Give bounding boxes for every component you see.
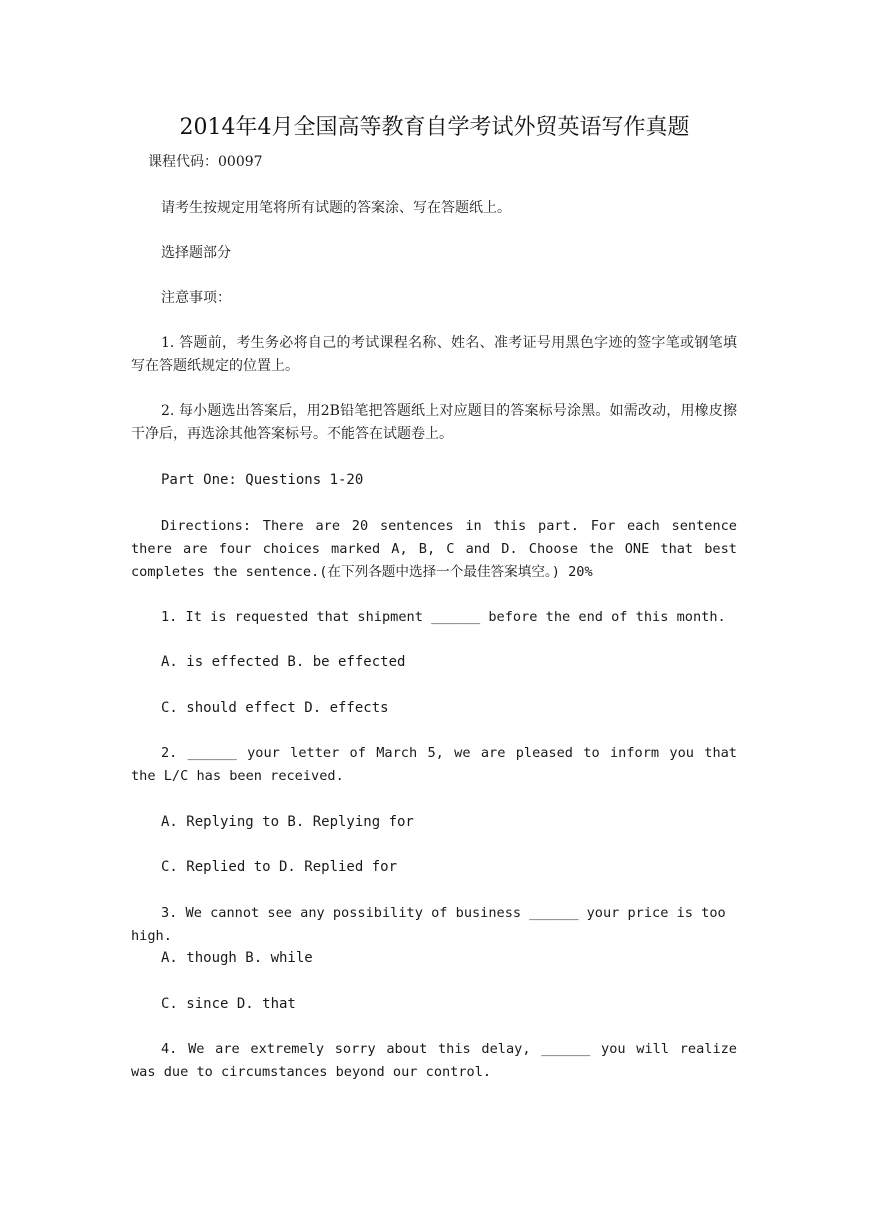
question-3-options-cd: C. since D. that	[161, 996, 296, 1012]
notice-item-2: 2. 每小题选出答案后，用2B铅笔把答题纸上对应题目的答案标号涂黑。如需改动，用橡皮擦干净后，再选涂其他答案标号。不能答在试题卷上。	[131, 403, 737, 442]
directions-paragraph: Directions: There are 20 sentences in this part. For each sentence there are four choices marked A, B, C and D. Choose the ONE that best completes the sentence.(在下列各题中选择一个最佳答案填空。) 20%	[131, 518, 737, 580]
section-heading: 选择题部分	[161, 245, 231, 261]
question-1-options-ab: A. is effected B. be effected	[161, 654, 406, 670]
document-title: 2014年4月全国高等教育自学考试外贸英语写作真题	[179, 115, 690, 140]
course-code: 课程代码：00097	[148, 154, 263, 170]
question-1-stem: 1. It is requested that shipment ______ before the end of this month.	[161, 609, 726, 625]
notice-heading: 注意事项：	[161, 290, 231, 306]
question-3-options-ab: A. though B. while	[161, 950, 313, 966]
part-one-heading: Part One: Questions 1-20	[161, 472, 364, 488]
question-4-stem: 4. We are extremely sorry about this delay, ______ you will realize was due to circumstances beyond our control.	[131, 1041, 737, 1080]
question-1-options-cd: C. should effect D. effects	[161, 700, 389, 716]
question-2-options-cd: C. Replied to D. Replied for	[161, 859, 398, 875]
notice-item-1: 1. 答题前，考生务必将自己的考试课程名称、姓名、准考证号用黑色字迹的签字笔或钢笔填写在答题纸规定的位置上。	[131, 335, 737, 374]
instruction-paragraph: 请考生按规定用笔将所有试题的答案涂、写在答题纸上。	[161, 200, 511, 216]
question-2-stem: 2. ______ your letter of March 5, we are pleased to inform you that the L/C has been received.	[131, 745, 737, 784]
question-3-stem: 3. We cannot see any possibility of business ______ your price is too high.	[131, 905, 726, 944]
question-2-options-ab: A. Replying to B. Replying for	[161, 814, 414, 830]
